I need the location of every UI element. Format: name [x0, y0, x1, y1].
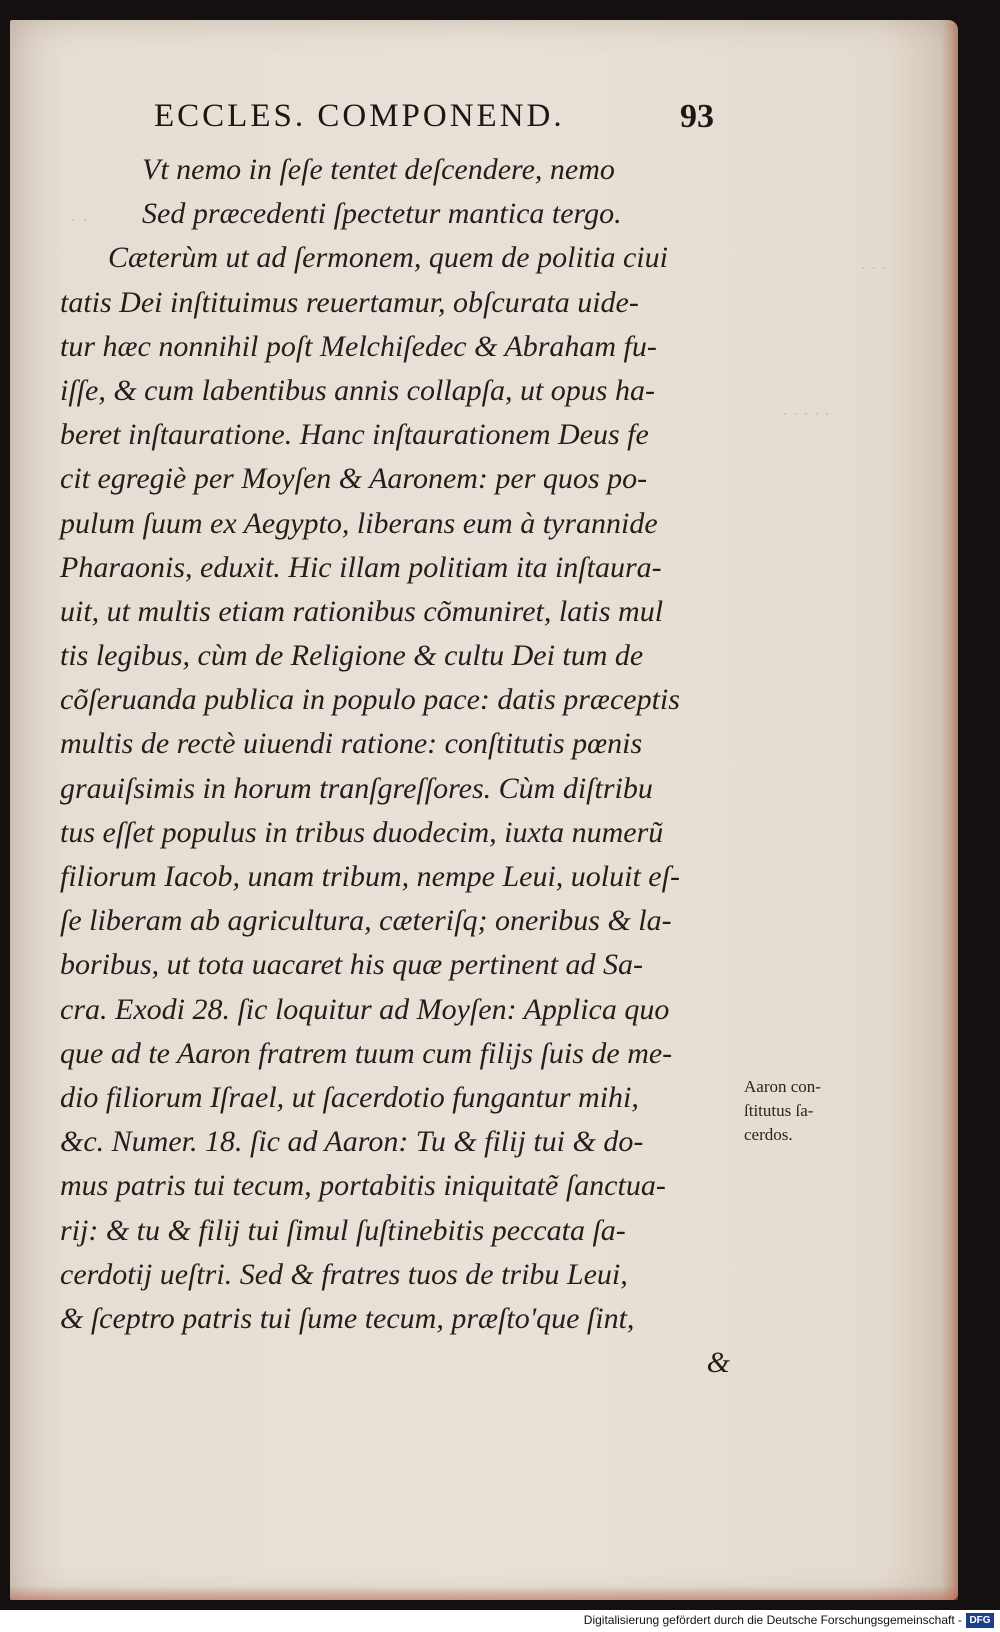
- text-line: grauiſsimis in horum tranſgreſſores. Cùm diſtribu: [60, 771, 653, 805]
- text-line: tus eſſet populus in tribus duodecim, iuxta numerũ: [60, 815, 664, 849]
- page-number: 93: [680, 98, 714, 135]
- text-line: beret inſtauratione. Hanc inſtaurationem Deus fe: [60, 418, 649, 452]
- text-line: Pharaonis, eduxit. Hic illam politiam ita inſtaura-: [60, 550, 662, 584]
- text-line: filiorum Iacob, unam tribum, nempe Leui, uoluit eſ-: [60, 860, 680, 893]
- margin-note: [744, 1075, 864, 1147]
- funding-notice: Digitalisierung gefördert durch die Deutsche Forschungsgemeinschaft -: [583, 1613, 962, 1627]
- show-through-mark: · · · · ·: [782, 404, 830, 424]
- text-line: tur hæc nonnihil poſt Melchiſedec & Abraham fu-: [60, 329, 657, 363]
- text-line: cra. Exodi 28. ſic loquitur ad Moyſen: Applica quo: [60, 992, 670, 1026]
- text-line: Sed præcedenti ſpectetur mantica tergo.: [142, 197, 622, 231]
- text-line: dio filiorum Iſrael, ut ſacerdotio fungantur mihi,: [60, 1080, 639, 1114]
- dfg-logo: DFG: [966, 1613, 994, 1628]
- text-line: &c. Numer. 18. ſic ad Aaron: Tu & filij tui & do-: [60, 1125, 644, 1159]
- text-line: tis legibus, cùm de Religione & cultu Dei tum de: [60, 639, 644, 673]
- text-line: Vt nemo in ſeſe tentet deſcendere, nemo: [142, 153, 615, 186]
- running-head: ECCLES. COMPONEND.: [154, 98, 565, 134]
- text-line: ſe liberam ab agricultura, cæteriſq; oneribus & la-: [60, 904, 672, 938]
- margin-note-line: cerdos.: [744, 1125, 793, 1144]
- text-line: que ad te Aaron fratrem tuum cum filijs ſuis de me-: [60, 1036, 673, 1070]
- text-line: cit egregiè per Moyſen & Aaronem: per quos po-: [60, 462, 648, 496]
- text-line: mus patris tui tecum, portabitis iniquitatẽ ſanctua-: [60, 1169, 666, 1203]
- text-line: iſſe, & cum labentibus annis collapſa, ut opus ha-: [60, 373, 655, 407]
- page-edge-bottom: [10, 1586, 958, 1600]
- text-line: cõſeruanda publica in populo pace: datis præceptis: [60, 683, 680, 717]
- text-line: Cæterùm ut ad ſermonem, quem de politia ciui: [108, 241, 668, 275]
- catchword: &: [706, 1346, 730, 1380]
- show-through-mark: · · ·: [860, 258, 887, 278]
- margin-note-line: ſtitutus ſa-: [744, 1101, 814, 1120]
- show-through-mark: · ·: [70, 210, 89, 232]
- digitization-footer: [0, 1610, 1000, 1632]
- text-line: & ſceptro patris tui ſume tecum, præſto'que ſint,: [60, 1301, 635, 1335]
- text-line: multis de rectè uiuendi ratione: conſtitutis pœnis: [60, 727, 643, 761]
- page-edge-right: [942, 20, 958, 1600]
- text-line: uit, ut multis etiam rationibus cõmuniret, latis mul: [60, 594, 664, 628]
- text-line: tatis Dei inſtituimus reuertamur, obſcurata uide-: [60, 285, 639, 319]
- page-header: [130, 88, 750, 140]
- margin-note-line: Aaron con-: [744, 1077, 821, 1096]
- text-line: rij: & tu & filij tui ſimul ſuſtinebitis peccata ſa-: [60, 1213, 626, 1247]
- text-line: pulum ſuum ex Aegypto, liberans eum à tyrannide: [60, 506, 658, 540]
- text-line: boribus, ut tota uacaret his quæ pertinent ad Sa-: [60, 948, 644, 982]
- text-line: cerdotij ueſtri. Sed & fratres tuos de tribu Leui,: [60, 1257, 628, 1291]
- book-page: [10, 20, 958, 1600]
- body-text: [60, 148, 736, 1385]
